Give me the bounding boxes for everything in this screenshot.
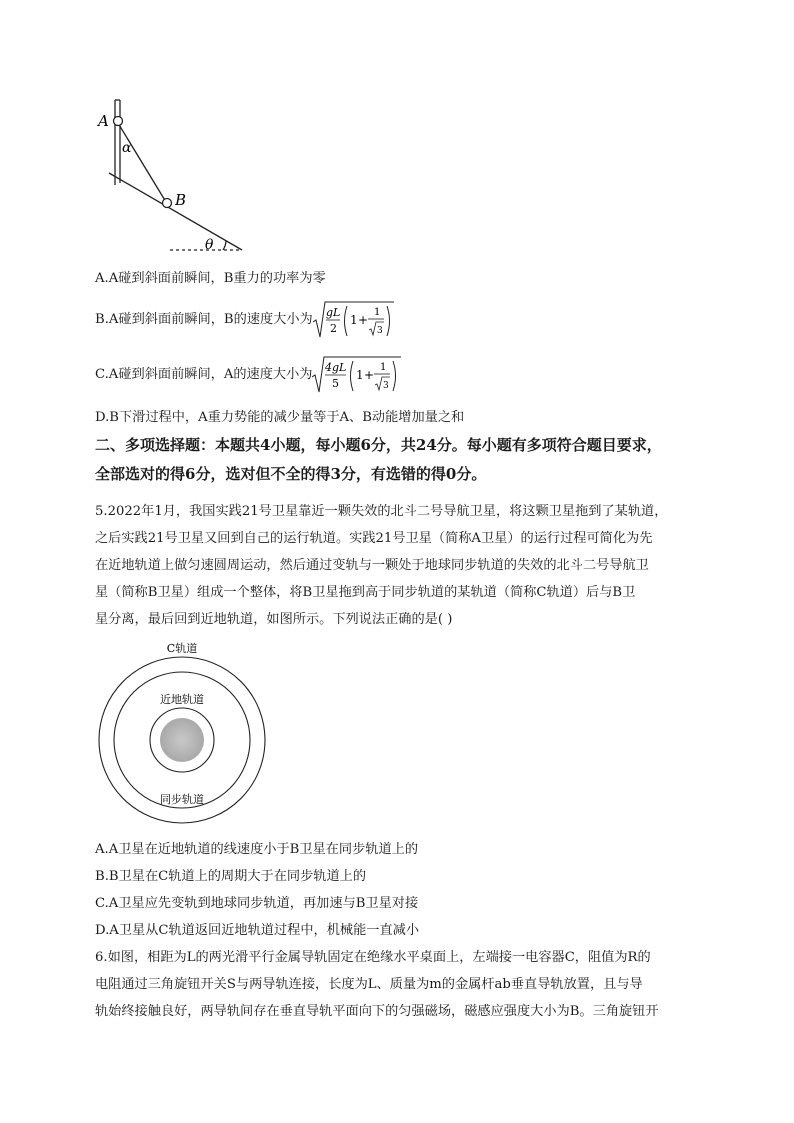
svg-text:+: + — [364, 368, 375, 382]
q4-option-c — [95, 355, 402, 395]
q5-option-b: B.B卫星在C轨道上的周期大于在同步轨道上的 — [95, 869, 367, 884]
incline-figure — [95, 95, 255, 257]
svg-text:3: 3 — [383, 381, 390, 391]
label-b: B — [175, 191, 187, 209]
near-orbit-label: 近地轨道 — [160, 693, 204, 706]
svg-text:1: 1 — [380, 362, 387, 373]
incline-surface — [109, 173, 242, 250]
ball-b — [163, 199, 172, 208]
svg-text:3: 3 — [376, 326, 383, 336]
c-orbit-label: C轨道 — [166, 642, 198, 655]
q4-option-a: A.A碰到斜面前瞬间，B重力的功率为零 — [95, 271, 326, 286]
q4-option-b-text: B.A碰到斜面前瞬间，B的速度大小为 — [95, 312, 313, 327]
svg-text:1: 1 — [373, 307, 381, 318]
q5-line-5: 星分离，最后回到近地轨道，如图所示。下列说法正确的是( ) — [95, 612, 453, 627]
q5-line-3: 在近地轨道上做匀速圆周运动，然后通过变轨与一颗处于地球同步轨道的失效的北斗二号导航卫 — [95, 558, 649, 573]
svg-text:2: 2 — [329, 322, 337, 335]
q5-option-a: A.A卫星在近地轨道的线速度小于B卫星在同步轨道上的 — [95, 842, 419, 857]
svg-text:5: 5 — [332, 377, 340, 390]
q4-option-d: D.B下滑过程中，A重力势能的减少量等于A、B动能增加量之和 — [95, 410, 465, 425]
q6-line-3: 轨始终接触良好，两导轨间存在垂直导轨平面向下的匀强磁场，磁感应强度大小为B。三角旋钮开 — [95, 1004, 659, 1019]
q5-line-1: 5.2022年1月，我国实践21号卫星靠近一颗失效的北斗二号导航卫星，将这颗卫星拖到了某轨道， — [95, 504, 668, 519]
svg-text:4gL: 4gL — [325, 361, 347, 374]
q4-option-c-text: C.A碰到斜面前瞬间，A的速度大小为 — [95, 367, 313, 382]
formula-b — [313, 300, 395, 340]
section-heading-line2: 全部选对的得6分，选对但不全的得3分，有选错的得0分。 — [95, 465, 487, 483]
svg-text:gL: gL — [325, 306, 341, 319]
section-heading-line1: 二、多项选择题：本题共4小题，每小题6分，共24分。每小题有多项符合题目要求， — [95, 436, 662, 454]
q5-option-d: D.A卫星从C轨道返回近地轨道过程中，机械能一直减小 — [95, 923, 420, 938]
q6-line-1: 6.如图，相距为L的两光滑平行金属导轨固定在绝缘水平桌面上，左端接一电容器C，阻值为R的 — [95, 950, 651, 965]
label-alpha: α — [122, 140, 132, 156]
svg-text:1: 1 — [356, 368, 365, 382]
ball-a — [114, 117, 123, 126]
q5-option-c: C.A卫星应先变轨到地球同步轨道，再加速与B卫星对接 — [95, 896, 419, 911]
label-a: A — [98, 112, 109, 130]
connecting-rod — [118, 123, 166, 202]
orbit-figure — [94, 637, 270, 835]
svg-text:+: + — [357, 313, 368, 327]
theta-arc — [223, 241, 226, 250]
q4-option-b — [95, 300, 395, 340]
label-theta: θ — [205, 237, 214, 253]
earth — [160, 718, 204, 762]
svg-text:1: 1 — [349, 313, 358, 327]
sync-orbit-label: 同步轨道 — [160, 793, 204, 806]
q5-line-2: 之后实践21号卫星又回到自己的运行轨道。实践21号卫星（简称A卫星）的运行过程可简化为先 — [95, 531, 653, 546]
q6-line-2: 电阻通过三角旋钮开关S与两导轨连接，长度为L、质量为m的金属杆ab垂直导轨放置，且与导 — [95, 977, 643, 992]
q5-line-4: 星（简称B卫星）组成一个整体，将B卫星拖到高于同步轨道的某轨道（简称C轨道）后与B卫 — [95, 585, 636, 600]
formula-c — [312, 355, 402, 395]
